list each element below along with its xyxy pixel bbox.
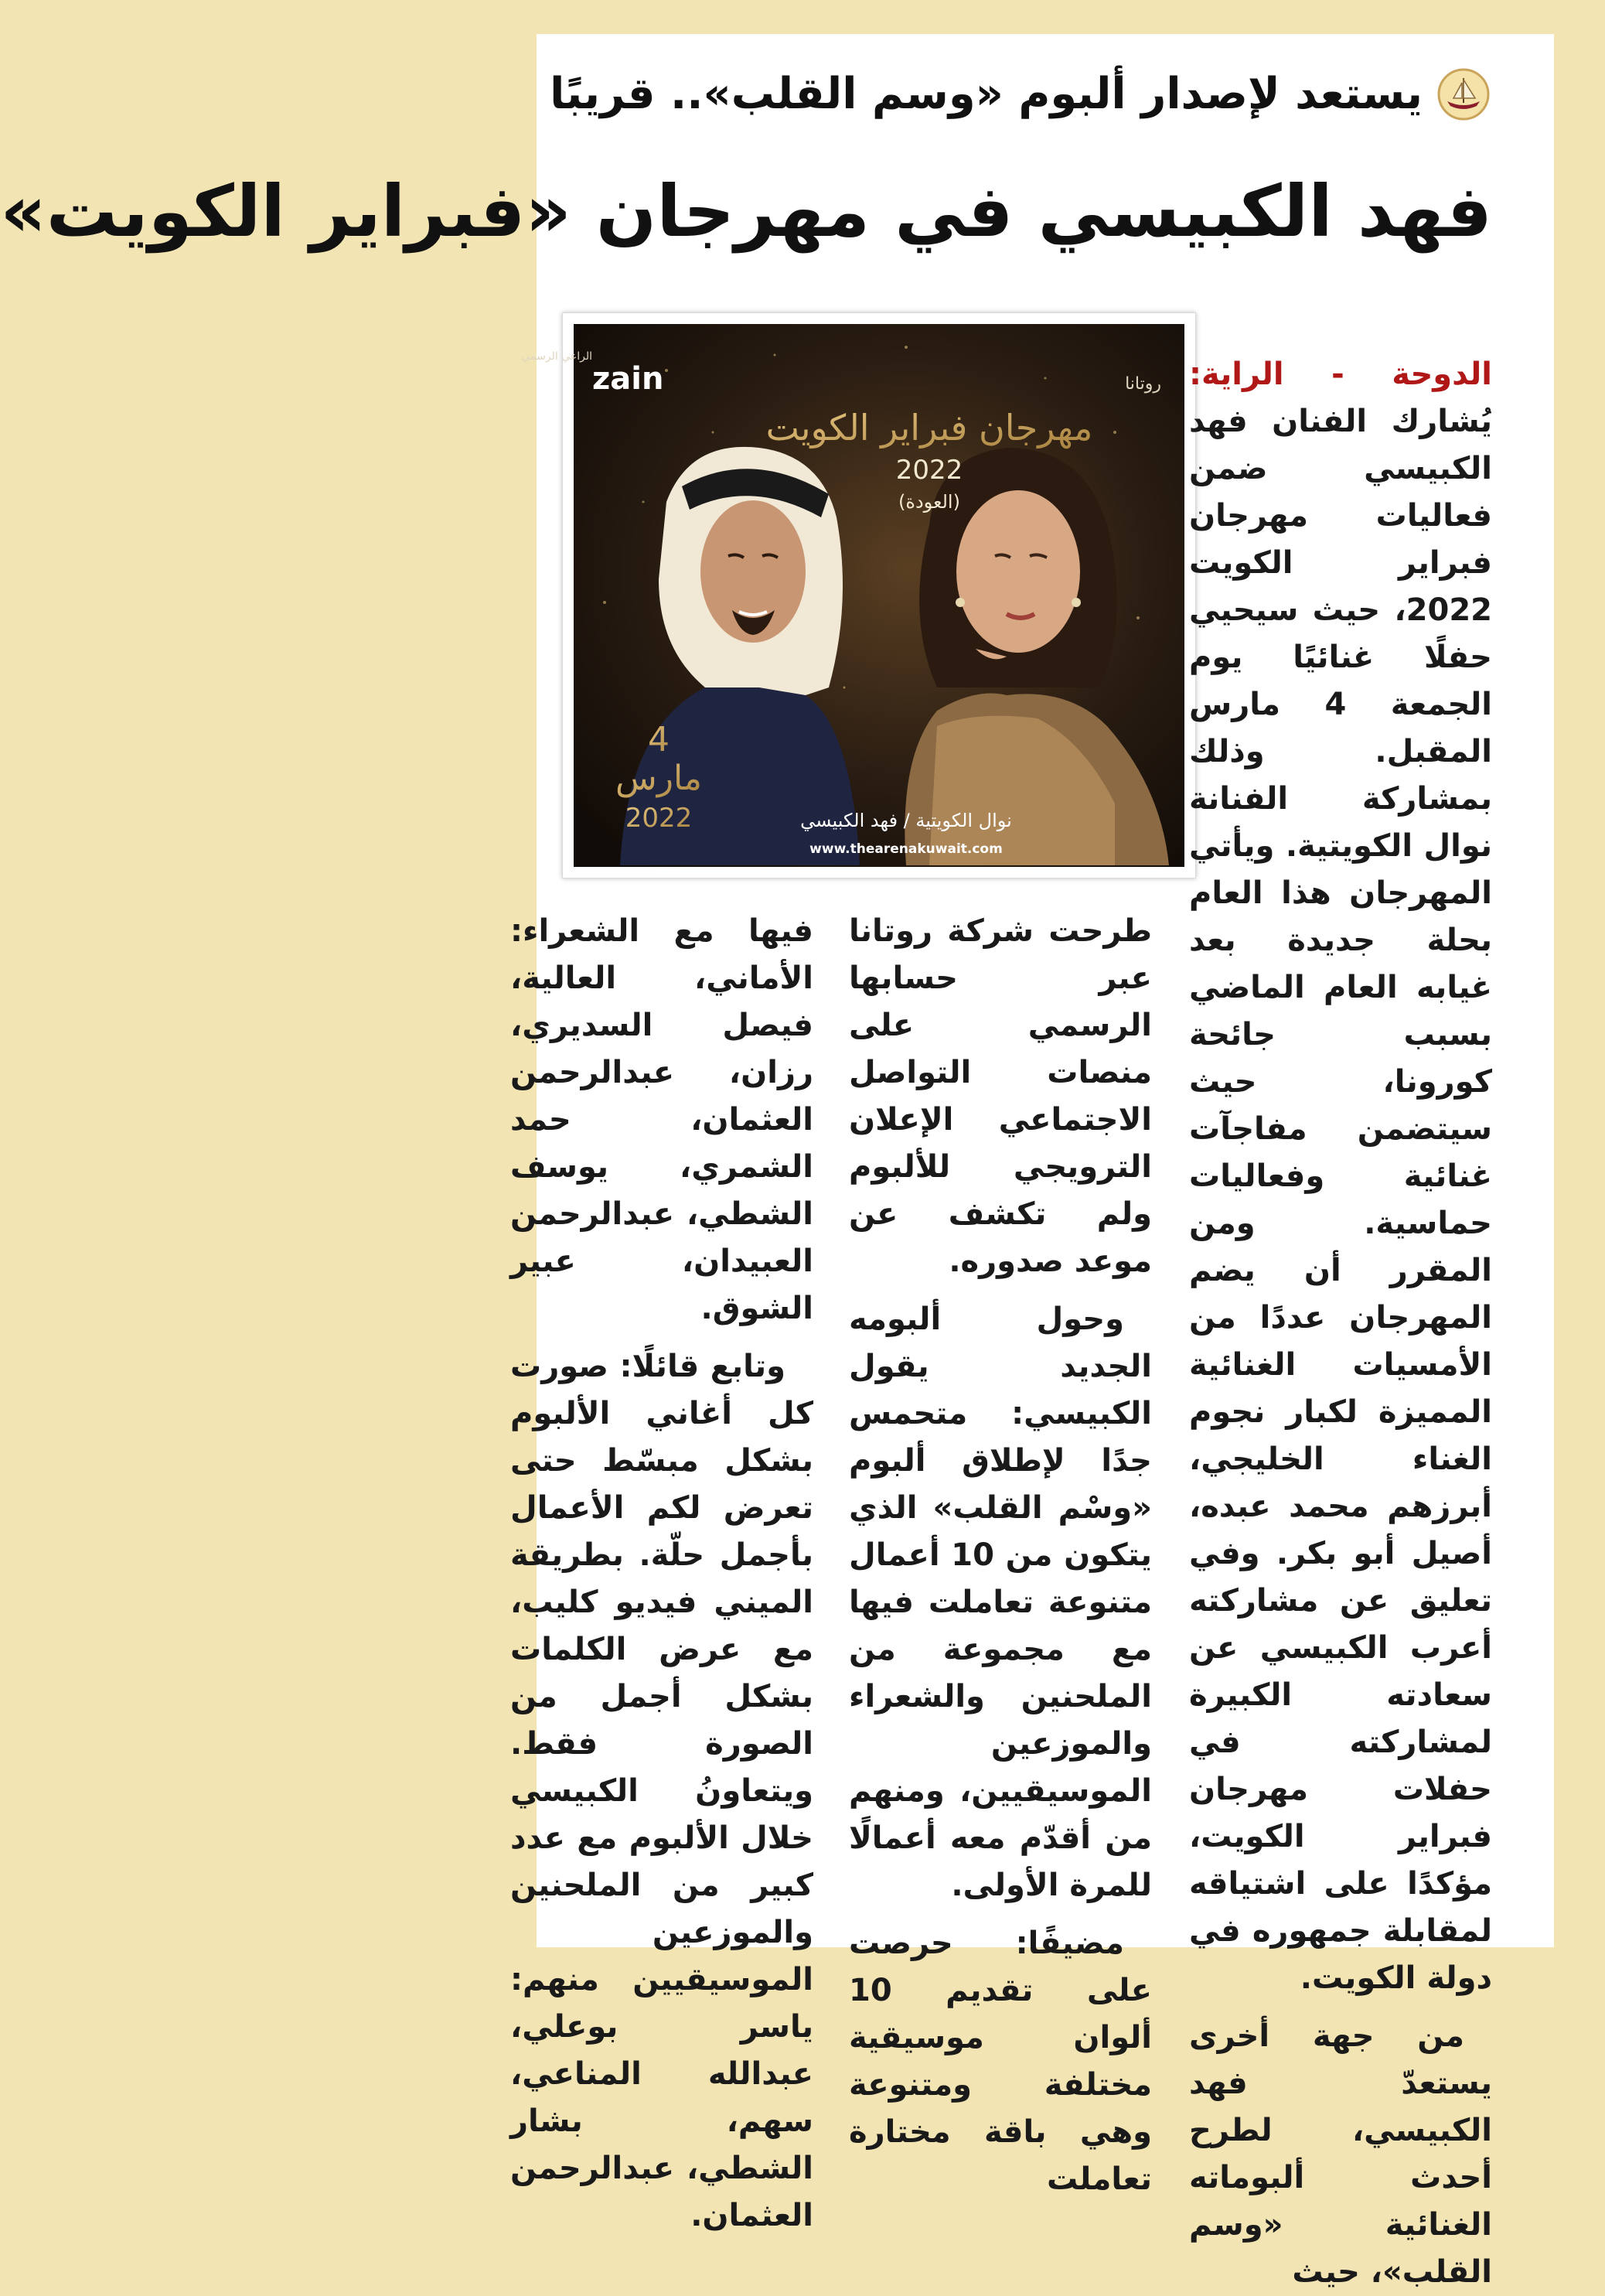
poster-subtitle: (العودة) xyxy=(898,491,960,513)
poster-month: مارس xyxy=(615,759,702,798)
dhow-logo-icon xyxy=(1436,67,1491,121)
poster-rotana: روتانا xyxy=(1125,374,1161,394)
paragraph-text: يُشارك الفنان فهد الكبيسي ضمن فعاليات مهرجان فبراير الكويت 2022، حيث سيحيي حفلًا غنائيًا يوم الجمعة 4 مارس المقبل. وذلك بمشاركة الفنانة نوال الكويتية. ويأتي المهرجان هذا العام بحلة جديدة بعد غيابه العام الماضي بسبب جائحة كورونا، حيث سيتضمن مفاجآت غنائية وفعاليات حماسية. ومن المقرر أن يضم المهرجان عددًا من الأمسيات الغنائية المميزة لكبار نجوم الغناء الخليجي، أبرزهم محمد عبده، أصيل أبو بكر. وفي تعليق عن مشاركته أعرب الكبيسي عن سعادته الكبيرة لمشاركته في حفلات مهرجان فبراير الكويت، مؤكدًا على اشتياقه لمقابلة جمهوره في دولة الكويت. xyxy=(1189,404,1493,1996)
poster-year: 2022 xyxy=(895,455,963,486)
byline-source: الراية: xyxy=(1189,357,1284,392)
article-paragraph: وتابع قائلًا: صورت كل أغاني الألبوم بشكل مبسّط حتى تعرض لكم الأعمال بأجمل حلّة. بطريقة الميني فيديو كليب، مع عرض الكلمات بشكل أجمل من الصورة فقط. ويتعاونُ الكبيسي خلال الألبوم مع عدد كبير من الملحنين والموزعين الموسيقيين منهم: ياسر بوعلي، عبدالله المناعي، سهم، بشار الشطي، عبدالرحمن العثمان. xyxy=(510,1349,813,2233)
headline: فهد الكبيسي في مهرجان «فبراير الكويت» xyxy=(0,170,1492,253)
byline-place: الدوحة - xyxy=(1283,357,1492,392)
article-column-middle xyxy=(849,908,1152,2197)
article-column-left xyxy=(510,908,813,2233)
poster-sponsor: zain xyxy=(592,361,664,397)
newspaper-page xyxy=(0,34,1554,2290)
festival-poster-photo xyxy=(521,312,1196,878)
kicker-line xyxy=(550,63,1491,125)
article-paragraph: فيها مع الشعراء: الأماني، العالية، فيصل السديري، رزان، عبدالرحمن العثمان، حمد الشمري، يوسف الشطي، عبدالرحمن العبيدان، عبير الشوق. xyxy=(510,913,813,1326)
poster-festival-title: مهرجان فبراير الكويت xyxy=(765,407,1093,449)
article-paragraph xyxy=(1189,351,1492,2002)
poster-day: 4 xyxy=(648,720,670,759)
article-paragraph: مضيفًا: حرصت على تقديم 10 ألوان موسيقية مختلفة ومتنوعة وهي باقة مختارة تعاملت xyxy=(849,1926,1152,2197)
poster-date-year: 2022 xyxy=(625,803,693,834)
article-paragraph: طرحت شركة روتانا عبر حسابها الرسمي على منصات التواصل الاجتماعي الإعلان الترويجي للألبوم ولم تكشف عن موعد صدوره. xyxy=(849,913,1152,1279)
article-paragraph: وحول ألبومه الجديد يقول الكبيسي: متحمس جدًا لإطلاق ألبوم «وسْم القلب» الذي يتكون من 10 أعمال متنوعة تعاملت فيها مع مجموعة من الملحنين والشعراء والموزعين الموسيقيين، ومنهم من أقدّم معه أعمالًا للمرة الأولى. xyxy=(849,1302,1152,1903)
poster-image xyxy=(521,324,1184,867)
article-paragraph: من جهة أخرى يستعدّ فهد الكبيسي، لطرح أحدث ألبوماته الغنائية «وسم القلب»، حيث xyxy=(1189,2018,1492,2290)
poster-sponsor-small: الراعي الرسمي xyxy=(521,350,592,363)
kicker-text: يستعد لإصدار ألبوم «وسم القلب».. قريبًا xyxy=(550,69,1423,119)
poster-performers: نوال الكويتية / فهد الكبيسي xyxy=(800,810,1012,831)
poster-website: www.thearenakuwait.com xyxy=(809,841,1003,857)
article-column-right xyxy=(1189,351,1493,2290)
